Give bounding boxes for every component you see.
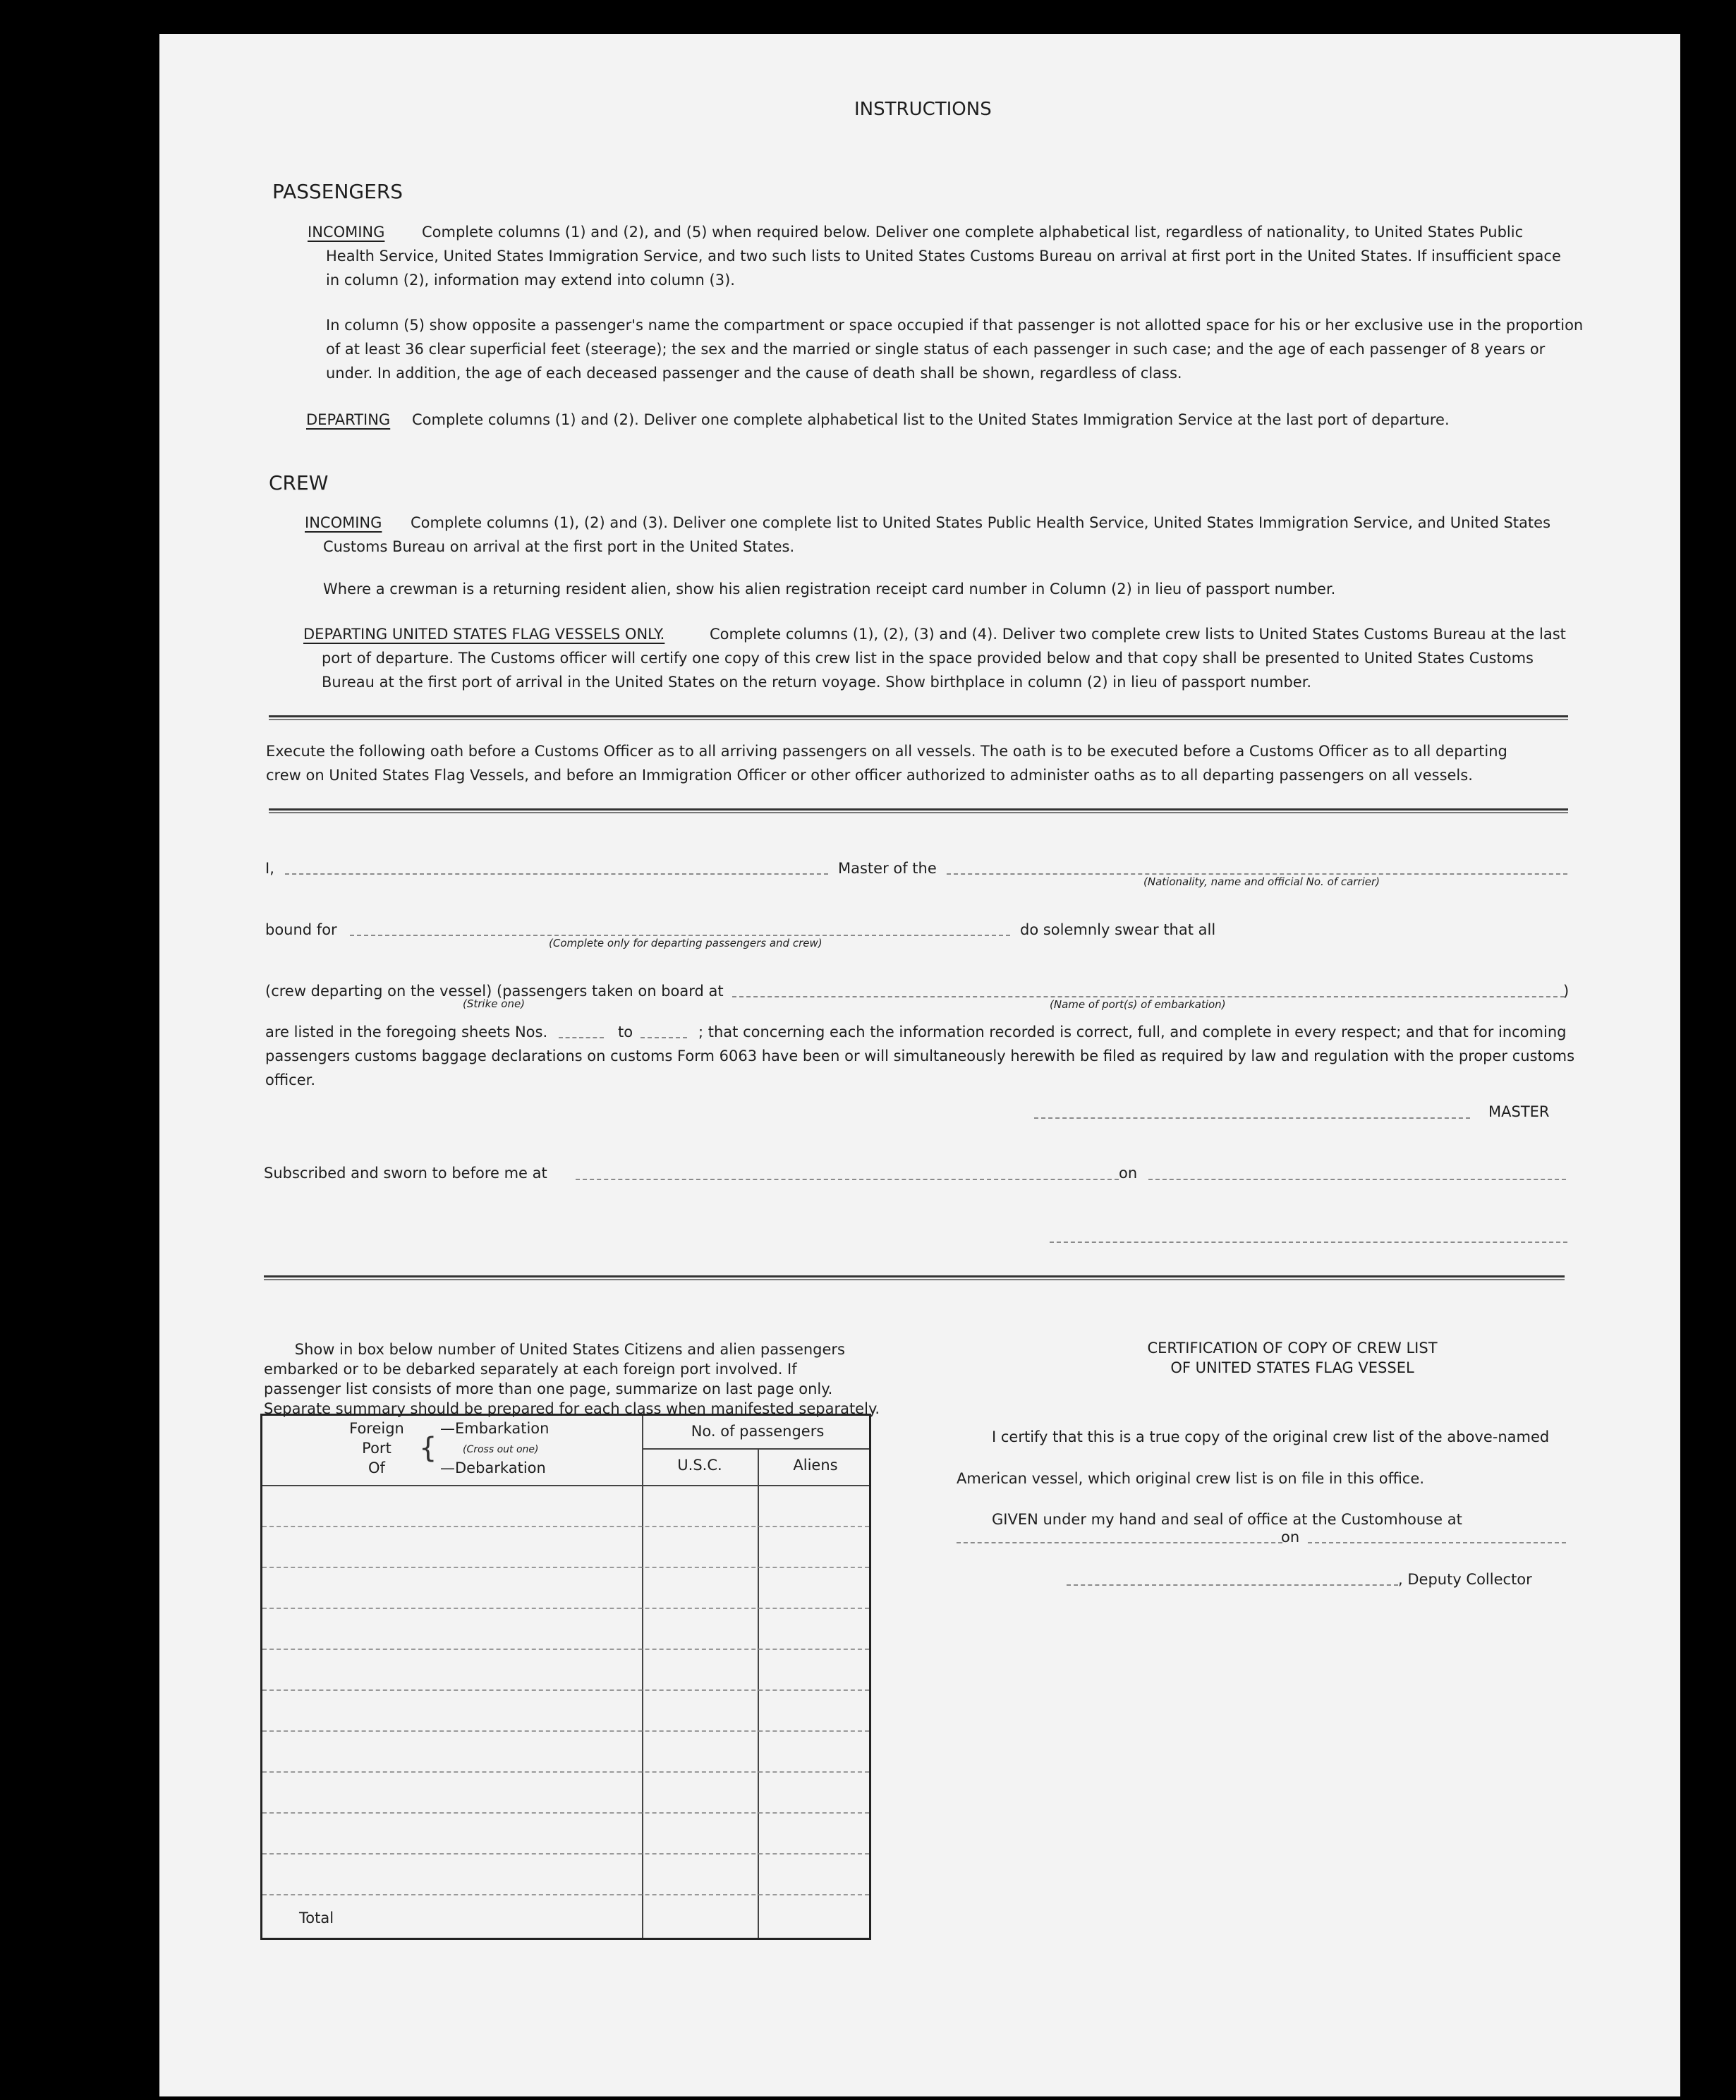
certification-title-2: OF UNITED STATES FLAG VESSEL — [1170, 1359, 1414, 1376]
sheet-to-field[interactable] — [641, 1037, 687, 1038]
bound-for-label: bound for — [265, 921, 337, 938]
concerning-text: ; that concerning each the information recorded is correct, full, and complete in every respect; and that for incoming — [698, 1024, 1567, 1040]
brace-icon: { — [419, 1432, 437, 1464]
crew-incoming-line-2: Customs Bureau on arrival at the first port in the United States. — [323, 538, 795, 555]
no-of-passengers-header: No. of passengers — [691, 1423, 825, 1440]
column5-line-1: In column (5) show opposite a passenger's name the compartment or space occupied if that passenger is not allotted space for his or her exclusive use in the proportion — [326, 317, 1584, 334]
master-name-field[interactable] — [285, 873, 828, 875]
passengers-departing-label: DEPARTING — [306, 411, 391, 428]
certification-line-3: GIVEN under my hand and seal of office at the Customhouse at — [992, 1511, 1462, 1528]
swear-label: do solemnly swear that all — [1020, 921, 1216, 938]
to-label: to — [618, 1024, 633, 1040]
column5-line-2: of at least 36 clear superficial feet (steerage); the sex and the married or single status of each passenger in such case; and the age of each passenger of 8 years or — [326, 341, 1546, 358]
carrier-field[interactable] — [947, 873, 1567, 875]
sworn-place-field[interactable] — [576, 1179, 1119, 1180]
sworn-date-field[interactable] — [1148, 1179, 1566, 1180]
foreign-label: Foreign — [349, 1420, 404, 1437]
crew-incoming-label: INCOMING — [305, 514, 382, 531]
summary-line-3: passenger list consists of more than one page, summarize on last page only. — [264, 1380, 833, 1397]
table-row[interactable] — [262, 1771, 869, 1773]
nationality-hint: (Nationality, name and official No. of carrier) — [1143, 875, 1380, 888]
oath-i-label: I, — [265, 860, 274, 877]
table-row[interactable] — [262, 1730, 869, 1732]
crew-departing-label: DEPARTING UNITED STATES FLAG VESSELS ONLY. — [303, 626, 665, 643]
officer-text: officer. — [265, 1072, 315, 1088]
certification-on-label: on — [1281, 1529, 1300, 1546]
passengers-heading: PASSENGERS — [272, 180, 403, 203]
passengers-incoming-line-3: in column (2), information may extend into column (3). — [326, 272, 735, 289]
certification-date-field[interactable] — [1308, 1542, 1566, 1543]
table-row[interactable] — [262, 1853, 869, 1855]
bound-for-field[interactable] — [350, 935, 1010, 936]
table-row[interactable] — [262, 1567, 869, 1568]
strike-one-hint: (Strike one) — [463, 997, 526, 1010]
crew-incoming-line-1: Complete columns (1), (2) and (3). Deliver one complete list to United States Public Health Service, United States Immigration Service, and United States — [411, 514, 1551, 531]
summary-line-2: embarked or to be debarked separately at each foreign port involved. If — [264, 1361, 797, 1378]
divider-rule — [264, 1275, 1565, 1280]
crew-heading: CREW — [269, 471, 329, 494]
form-page — [159, 34, 1680, 2096]
crew-passengers-line: (crew departing on the vessel) (passengers taken on board at — [265, 983, 724, 1000]
of-label: Of — [368, 1459, 385, 1476]
certification-line-2: American vessel, which original crew list is on file in this office. — [957, 1470, 1425, 1487]
crew-departing-line-2: port of departure. The Customs officer will certify one copy of this crew list in the space provided below and that copy shall be presented to United States Customs — [322, 650, 1534, 667]
page-title: INSTRUCTIONS — [854, 99, 992, 120]
sheet-from-field[interactable] — [559, 1037, 604, 1038]
subscribed-label: Subscribed and sworn to before me at — [264, 1165, 547, 1182]
table-row[interactable] — [262, 1689, 869, 1691]
master-signature-field[interactable] — [1034, 1117, 1470, 1119]
close-paren: ) — [1563, 983, 1570, 1000]
embarkation-ports-field[interactable] — [732, 996, 1565, 997]
crew-resident-alien-text: Where a crewman is a returning resident alien, show his alien registration receipt card number in Column (2) in lieu of passport number. — [323, 581, 1336, 597]
table-row[interactable] — [262, 1608, 869, 1609]
master-of-the-label: Master of the — [838, 860, 937, 877]
table-row[interactable] — [262, 1649, 869, 1650]
aliens-header: Aliens — [793, 1457, 838, 1474]
passenger-summary-table — [260, 1414, 871, 1940]
table-row[interactable] — [262, 1812, 869, 1814]
listed-label: are listed in the foregoing sheets Nos. — [265, 1024, 548, 1040]
passengers-incoming-label: INCOMING — [308, 224, 385, 241]
table-header-divider — [642, 1448, 869, 1450]
summary-line-4: Separate summary should be prepared for each class when manifested separately. — [264, 1400, 880, 1417]
column5-line-3: under. In addition, the age of each deceased passenger and the cause of death shall be shown, regardless of class. — [326, 365, 1182, 382]
crew-departing-line-1: Complete columns (1), (2), (3) and (4). Deliver two complete crew lists to United States Customs Bureau at the last — [710, 626, 1566, 643]
master-label: MASTER — [1488, 1103, 1550, 1120]
on-label: on — [1119, 1165, 1138, 1182]
crew-departing-line-3: Bureau at the first port of arrival in the United States on the return voyage. Show birthplace in column (2) in lieu of passport number. — [322, 674, 1312, 691]
table-row[interactable] — [262, 1526, 869, 1527]
passengers-incoming-line-2: Health Service, United States Immigration Service, and two such lists to United States Customs Bureau on arrival at first port in the United States. If insufficient space — [326, 248, 1561, 265]
table-column-divider — [642, 1416, 643, 1938]
summary-line-1: Show in box below number of United States Citizens and alien passengers — [294, 1341, 845, 1358]
complete-only-hint: (Complete only for departing passengers and crew) — [549, 937, 823, 949]
table-row[interactable] — [262, 1894, 869, 1895]
table-header-bottom — [262, 1485, 869, 1486]
oath-intro-line-2: crew on United States Flag Vessels, and before an Immigration Officer or other officer authorized to administer oaths as to all departing passengers on all vessels. — [266, 767, 1473, 784]
ports-hint: (Name of port(s) of embarkation) — [1050, 998, 1226, 1011]
passengers-departing-text: Complete columns (1) and (2). Deliver one complete alphabetical list to the United States Immigration Service at the last port of departure. — [412, 411, 1450, 428]
oath-intro-line-1: Execute the following oath before a Customs Officer as to all arriving passengers on all vessels. The oath is to be executed before a Customs Officer as to all departing — [266, 743, 1507, 760]
deputy-collector-signature-field[interactable] — [1067, 1584, 1398, 1586]
baggage-text: passengers customs baggage declarations on customs Form 6063 have been or will simultaneously herewith be filed as required by law and regulation with the proper customs — [265, 1048, 1575, 1064]
deputy-collector-label: , Deputy Collector — [1398, 1571, 1532, 1588]
certification-line-1: I certify that this is a true copy of the original crew list of the above-named — [992, 1428, 1550, 1445]
table-column-divider — [758, 1448, 759, 1938]
customhouse-field[interactable] — [957, 1542, 1282, 1543]
certification-title-1: CERTIFICATION OF COPY OF CREW LIST — [1147, 1340, 1438, 1356]
usc-header: U.S.C. — [677, 1457, 722, 1474]
passengers-incoming-line-1: Complete columns (1) and (2), and (5) when required below. Deliver one complete alphabetical list, regardless of nationality, to United States Public — [422, 224, 1524, 241]
officer-signature-field[interactable] — [1050, 1242, 1567, 1243]
port-label: Port — [362, 1440, 391, 1457]
total-label: Total — [299, 1910, 334, 1926]
embarkation-label: —Embarkation — [440, 1420, 550, 1437]
debarkation-label: —Debarkation — [440, 1459, 546, 1476]
cross-out-hint: (Cross out one) — [463, 1444, 539, 1455]
divider-rule — [269, 715, 1568, 720]
divider-rule — [269, 808, 1568, 813]
